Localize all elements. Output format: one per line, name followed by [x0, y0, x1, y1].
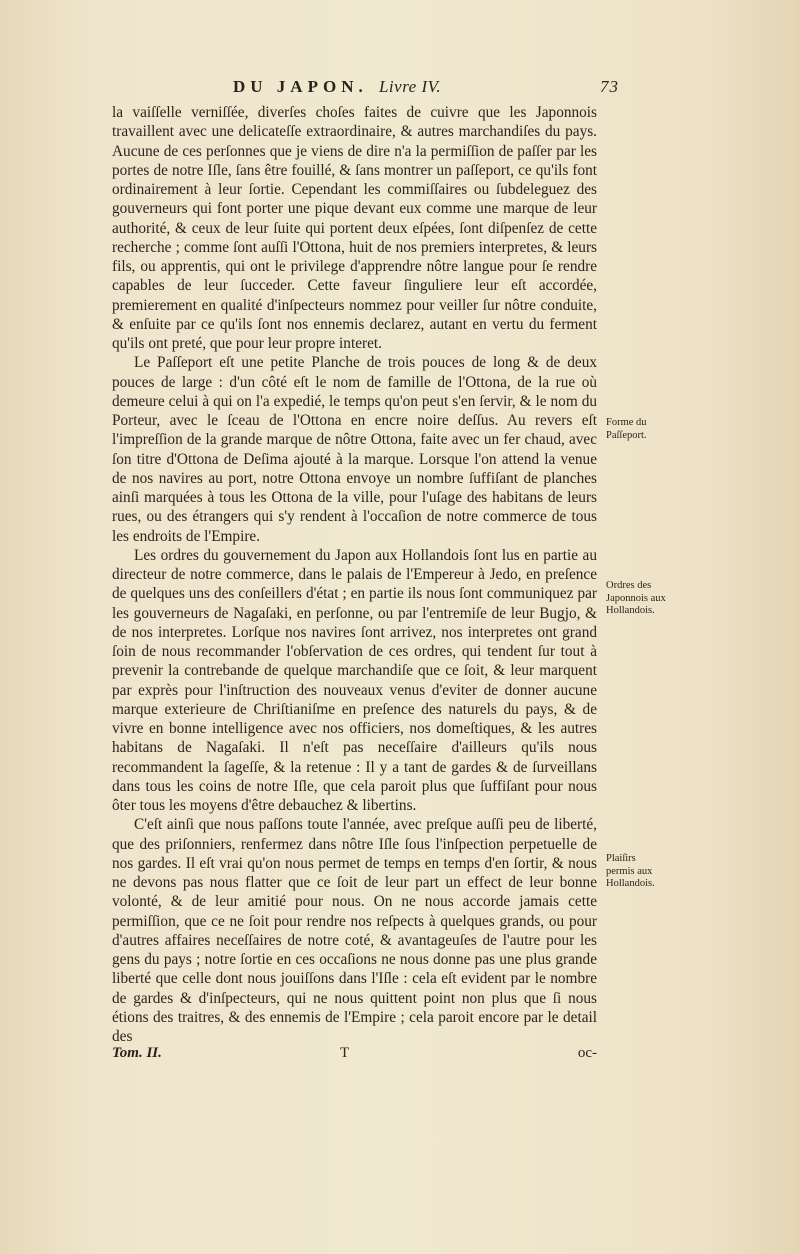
catchword: oc- [577, 1045, 597, 1061]
paragraph: la vaiſſelle verniſſée, diverſes choſes faites de cuivre que les Japonnois travaillent avec une delicateſſe extraordinaire, & autres marchandiſes du pays. Aucune de ces perſonnes que je viens de dire n'a la permiſſion de paſſer par les portes de notre Iſle, ſans être fouillé, & ſans montrer un paſſeport, ce qu'ils font ordinairement à leur ſortie. Cependant les commiſſaires ou ſubdeleguez des gouverneurs qui font porter une pique devant eux comme une marque de leur authorité, & ceux de leur ſuite qui portent deux eſpées, ſont diſpenſez de cette recherche ; comme ſont auſſi l'Ottona, huit de nos premiers interpretes, & leurs fils, ou apprentis, qui ont le privilege d'apprendre nôtre langue pour ſe rendre capables de leur ſucceder. Cette faveur ſinguliere leur eſt accordée, premierement en qualité d'inſpecteurs nommez pour veiller ſur nôtre conduite, & enſuite par ce qu'ils ſont nos ennemis declarez, autant en vertu du ferment qu'ils ont preté, que pour leur propre interet. [112, 104, 597, 352]
running-title: DU JAPON. [233, 77, 368, 96]
signature-mark: T [340, 1045, 350, 1061]
book-number: Livre IV. [378, 77, 442, 96]
paragraph: Le Paſſeport eſt une petite Planche de trois pouces de long & de deux pouces de large : d'un côté eſt le nom de famille de l'Ottona, de la rue où demeure celui à qui on l'a expedié, le temps qu'on peut s'en ſervir, & le nom du Porteur, avec le ſceau de l'Ottona en encre noire deſſus. Au revers eſt l'impreſſion de la grande marque de nôtre Ottona, faite avec un fer chaud, avec ſon titre d'Ottona de Deſima ajouté à la marque. Lorsque l'on attend la venue de nos navires au port, notre Ottona envoye un nombre ſuffiſant de planches ainſi marquées à tous les Ottona de la ville, pour l'uſage des habitans de leurs rues, ou des étrangers qui s'y rendent à l'occaſion de notre commerce de tous les endroits de l'Empire. [112, 354, 597, 545]
paragraph: Les ordres du gouvernement du Japon aux Hollandois ſont lus en partie au directeur de notre commerce, dans le palais de l'Empereur à Jedo, en preſence de quelques uns des conſeillers d'état ; en partie ils nous ſont communiquez par les gouverneurs de Nagaſaki, en perſonne, ou par l'entremiſe de leur Bugjo, & de nos interpretes. Lorſque nos navires ſont arrivez, nos interpretes ont grand ſoin de nous recommander l'obſervation de ces ordres, qui tendent ſur tout à prevenir la contrebande de quelque marchandiſe que ce ſoit, & leur marquent par exprès pour l'inſtruction des nouveaux venus d'eviter de donner aucune marque exterieure de Chriſtianiſme en preſence des naturels du pays, & de vivre en bonne intelligence avec nos officiers, nos domeſtiques, & les autres habitans de Nagaſaki. Il n'eſt pas neceſſaire d'ailleurs qu'ils nous recommandent la ſageſſe, & la retenue : Il y a tant de gardes & de ſurveillans dans tous les coins de notre Iſle, que cela paroit plus que ſuffiſant pour nous ôter tous les moyens d'être debauchez & libertins. [112, 546, 597, 814]
paragraph: C'eſt ainſi que nous paſſons toute l'année, avec preſque auſſi peu de liberté, que des priſonniers, renfermez dans nôtre Iſle ſous l'inſpection perpetuelle de nos gardes. Il eſt vrai qu'on nous permet de temps en temps d'en ſortir, & nous ne devons pas nous flatter que ce ſoit de leur part un effect de leur bonne volonté, & de leur amitié pour nous. On ne nous accorde jamais cette permiſſion, que ce ne ſoit pour rendre nos reſpects à quelques grands, ou pour d'autres affaires neceſſaires de notre coté, & avantageuſes de l'autre pour les gens du pays ; notre ſortie en ces occaſions ne nous donne pas une plus grande liberté que celle dont nous jouiſſons dans l'Iſle : cela eſt evident par le nombre de gardes & d'inſpecteurs, qui ne nous quittent point non plus que ſi nous étions des traitres, & des ennemis de l'Empire ; cela paroit encore par le detail des [112, 816, 597, 1045]
main-text [112, 103, 597, 1046]
page-number: 73 [600, 77, 619, 96]
side-note-pleasures: Plaiſirs permis aux Hollandois. [606, 853, 655, 889]
running-header [233, 77, 793, 97]
side-note-orders: Ordres des Japonnois aux Hollandois. [606, 580, 666, 616]
volume-mark: Tom. II. [112, 1045, 162, 1061]
page-footer [112, 1045, 597, 1063]
side-note-passport: Forme du Paſſeport. [606, 417, 647, 441]
